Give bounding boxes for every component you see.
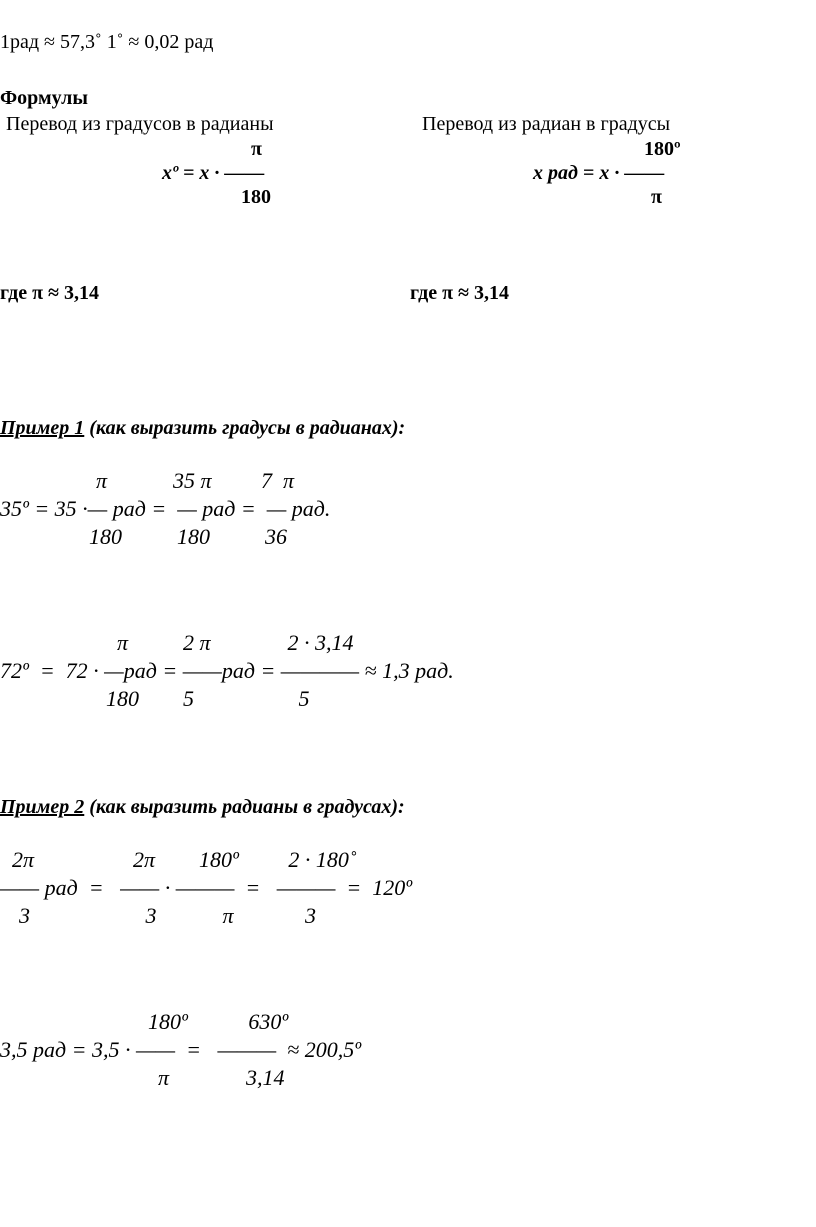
- example2-subtitle: (как выразить радианы в градусах):: [84, 796, 405, 818]
- example1-line2-main: 72º = 72 · —рад = ——рад = ———— ≈ 1,3 рад.: [0, 658, 454, 683]
- formula-right-caption: Перевод из радиан в градусы: [422, 113, 671, 135]
- example2-title: Пример 2: [0, 796, 85, 818]
- example1-line2-top: π 2 π 2 · 3,14: [117, 630, 354, 655]
- example1-title: Пример 1: [0, 417, 85, 439]
- example2-line1-main: —— рад = —— · ——— = ——— = 120º: [0, 875, 413, 900]
- formulas-heading: Формулы: [0, 87, 88, 109]
- example1-line1-top: π 35 π 7 π: [96, 468, 295, 493]
- example1-line1-main: 35º = 35 ·— рад = — рад = — рад.: [0, 496, 331, 521]
- formula-right-numerator: 180º: [644, 138, 681, 160]
- formula-left-equation: xº = x · ——: [162, 162, 265, 184]
- example1-line1-bottom: 180 180 36: [89, 524, 287, 549]
- example2-line2-bottom: π 3,14: [158, 1065, 285, 1090]
- formula-right-note: где π ≈ 3,14: [410, 282, 510, 304]
- formula-left-note: где π ≈ 3,14: [0, 282, 100, 304]
- example2-line1-top: 2π 2π 180º 2 · 180˚: [12, 847, 357, 872]
- intro-line: 1рад ≈ 57,3˚ 1˚ ≈ 0,02 рад: [0, 31, 214, 53]
- example1-heading: [0, 418, 405, 438]
- formula-left-denominator: 180: [241, 186, 271, 208]
- example1-subtitle: (как выразить градусы в радианах):: [84, 417, 406, 439]
- example2-line2-main: 3,5 рад = 3,5 · —— = ——— ≈ 200,5º: [0, 1037, 362, 1062]
- formula-right-denominator: π: [651, 186, 662, 208]
- example1-line2-bottom: 180 5 5: [106, 686, 310, 711]
- formula-left-numerator: π: [251, 138, 262, 160]
- formula-right-equation: x рад = x · ——: [533, 162, 665, 184]
- formula-left-caption: Перевод из градусов в радианы: [6, 113, 274, 135]
- example2-heading: [0, 797, 405, 817]
- example2-line2-top: 180º 630º: [148, 1009, 289, 1034]
- example2-line1-bottom: 3 3 π 3: [19, 903, 317, 928]
